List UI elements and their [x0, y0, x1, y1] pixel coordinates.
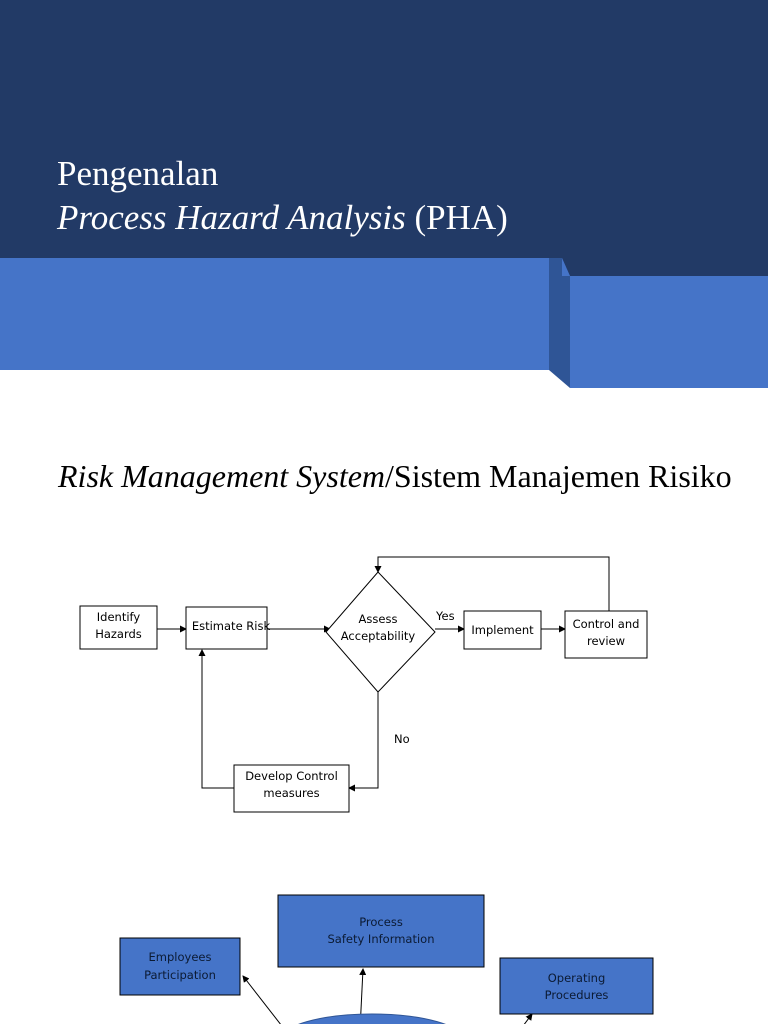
implement-label: Implement — [471, 623, 534, 637]
employees-label-2: Participation — [144, 968, 216, 982]
title-rest: (PHA) — [405, 198, 508, 237]
estimate-label: Estimate Risk — [191, 619, 271, 633]
identify-label-1: Identify — [96, 610, 141, 624]
title-line-2 — [57, 196, 508, 240]
node-identify-hazards — [80, 606, 157, 649]
develop-label-2: measures — [263, 786, 320, 800]
no-label: No — [394, 732, 410, 746]
accent-band-right — [570, 276, 768, 388]
assess-label-1: Assess — [358, 612, 398, 626]
arrow-assess-to-develop — [349, 692, 378, 788]
title-line-1: Pengenalan — [57, 154, 219, 193]
psm-process-safety-information — [278, 895, 484, 967]
psi-label-1: Process — [359, 915, 403, 929]
node-control-review — [565, 611, 647, 658]
title-italic: Process Hazard Analysis — [57, 198, 406, 237]
psm-operating-procedures — [500, 958, 653, 1014]
develop-label-1: Develop Control — [245, 769, 338, 783]
psi-label-2: Safety Information — [327, 932, 435, 946]
slide-title — [57, 152, 508, 240]
subtitle-rest: /Sistem Manajemen Risiko — [385, 458, 732, 494]
accent-band-left — [0, 258, 562, 370]
arrow-center-to-employees — [243, 976, 285, 1024]
arrow-center-to-operating — [520, 1014, 532, 1024]
operating-label-1: Operating — [547, 971, 606, 985]
node-assess-acceptability — [326, 572, 435, 692]
accent-band-fold — [549, 258, 570, 388]
node-estimate-risk — [186, 607, 270, 649]
control-label-1: Control and — [572, 617, 640, 631]
subtitle-italic: Risk Management System — [58, 458, 386, 494]
node-develop-control — [234, 765, 349, 812]
node-implement — [464, 611, 541, 649]
control-label-2: review — [586, 634, 626, 648]
operating-label-2: Procedures — [544, 988, 609, 1002]
identify-label-2: Hazards — [95, 627, 142, 641]
arrow-control-feedback — [378, 557, 609, 611]
assess-label-2: Acceptability — [340, 629, 416, 643]
yes-label: Yes — [436, 609, 455, 623]
arrow-develop-to-estimate — [202, 650, 234, 788]
psm-center-ellipse — [280, 1014, 464, 1024]
psm-employees-participation — [120, 938, 240, 995]
risk-management-diagram — [0, 540, 768, 1024]
employees-label-1: Employees — [148, 950, 212, 964]
section-subtitle — [58, 456, 748, 496]
